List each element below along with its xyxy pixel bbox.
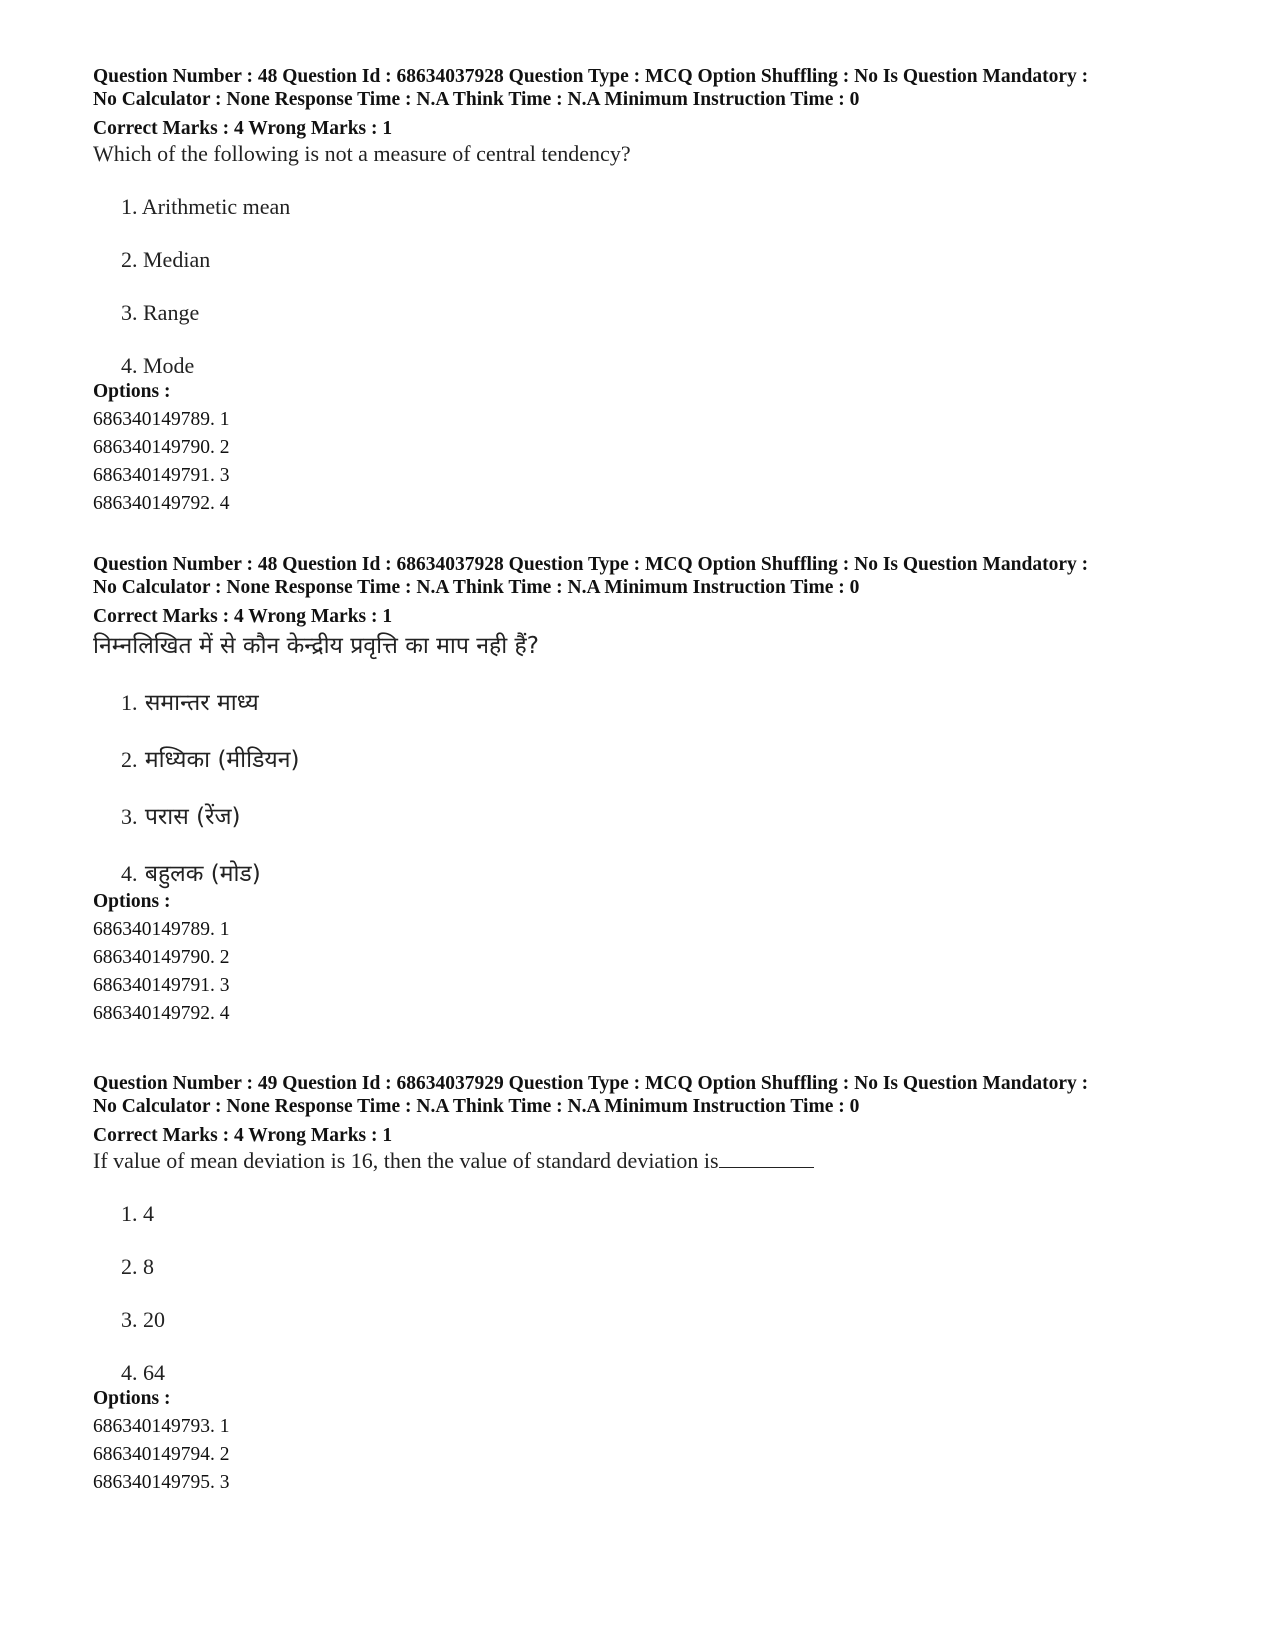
option-id-item: 686340149792. 4 (93, 1003, 230, 1024)
question-meta-line-1: Question Number : 48 Question Id : 68634037928 Question Type : MCQ Option Shuffling : No Is Question Mandatory : (93, 66, 1089, 87)
option-id-item: 686340149790. 2 (93, 437, 230, 458)
choice-text: परास (रेंज) (144, 804, 241, 830)
question-meta-line-2: No Calculator : None Response Time : N.A Think Time : N.A Minimum Instruction Time : 0 (93, 89, 860, 110)
answer-choices (93, 193, 1213, 380)
answer-choice (121, 744, 1213, 776)
question-stem: निम्नलिखित में से कौन केन्द्रीय प्रवृत्ति का माप नही हैं? (93, 633, 539, 659)
option-id-item: 686340149789. 1 (93, 409, 230, 430)
answer-choices (93, 1200, 1213, 1387)
option-id-item: 686340149791. 3 (93, 975, 230, 996)
answer-choice: 3. Range (121, 300, 200, 325)
fill-in-blank-line (719, 1147, 814, 1168)
choice-text: मध्यिका (मीडियन) (144, 747, 300, 773)
option-id-list (93, 1413, 1213, 1497)
option-id-item: 686340149791. 3 (93, 465, 230, 486)
options-label: Options : (93, 891, 171, 912)
question-meta-line-1: Question Number : 49 Question Id : 68634037929 Question Type : MCQ Option Shuffling : No Is Question Mandatory : (93, 1073, 1089, 1094)
option-id-list (93, 406, 1213, 518)
choice-number: 2. (121, 747, 138, 772)
question-marks: Correct Marks : 4 Wrong Marks : 1 (93, 118, 393, 139)
question-block-49-english (93, 1072, 1213, 1497)
question-meta-line-1: Question Number : 48 Question Id : 68634037928 Question Type : MCQ Option Shuffling : No Is Question Mandatory : (93, 554, 1089, 575)
choice-number: 1. (121, 690, 138, 715)
options-label: Options : (93, 1388, 171, 1409)
answer-choices (93, 687, 1213, 890)
question-block-48-english (93, 65, 1213, 518)
option-id-list (93, 916, 1213, 1028)
option-id-item: 686340149792. 4 (93, 493, 230, 514)
option-id-item: 686340149793. 1 (93, 1416, 230, 1437)
option-id-item: 686340149794. 2 (93, 1444, 230, 1465)
question-stem: Which of the following is not a measure of central tendency? (93, 141, 631, 166)
option-id-item: 686340149789. 1 (93, 919, 230, 940)
answer-choice: 4. Mode (121, 353, 195, 378)
question-meta-line-2: No Calculator : None Response Time : N.A Think Time : N.A Minimum Instruction Time : 0 (93, 577, 860, 598)
question-stem (93, 1147, 1213, 1175)
answer-choice (121, 858, 1213, 890)
option-id-item: 686340149795. 3 (93, 1472, 230, 1493)
answer-choice: 2. Median (121, 247, 211, 272)
question-meta-line-2: No Calculator : None Response Time : N.A Think Time : N.A Minimum Instruction Time : 0 (93, 1096, 860, 1117)
option-id-item: 686340149790. 2 (93, 947, 230, 968)
choice-text: बहुलक (मोड) (144, 861, 261, 887)
answer-choice: 3. 20 (121, 1307, 165, 1332)
question-block-48-hindi (93, 553, 1213, 1028)
question-marks: Correct Marks : 4 Wrong Marks : 1 (93, 606, 393, 627)
answer-choice: 2. 8 (121, 1254, 154, 1279)
answer-choice: 4. 64 (121, 1360, 165, 1385)
question-stem-text: If value of mean deviation is 16, then the value of standard deviation is (93, 1148, 719, 1173)
answer-choice (121, 801, 1213, 833)
answer-choice (121, 687, 1213, 719)
options-label: Options : (93, 381, 171, 402)
choice-number: 3. (121, 804, 138, 829)
answer-choice: 1. 4 (121, 1201, 154, 1226)
question-marks: Correct Marks : 4 Wrong Marks : 1 (93, 1125, 393, 1146)
choice-number: 4. (121, 861, 138, 886)
choice-text: समान्तर माध्य (144, 690, 259, 716)
answer-choice: 1. Arithmetic mean (121, 194, 291, 219)
